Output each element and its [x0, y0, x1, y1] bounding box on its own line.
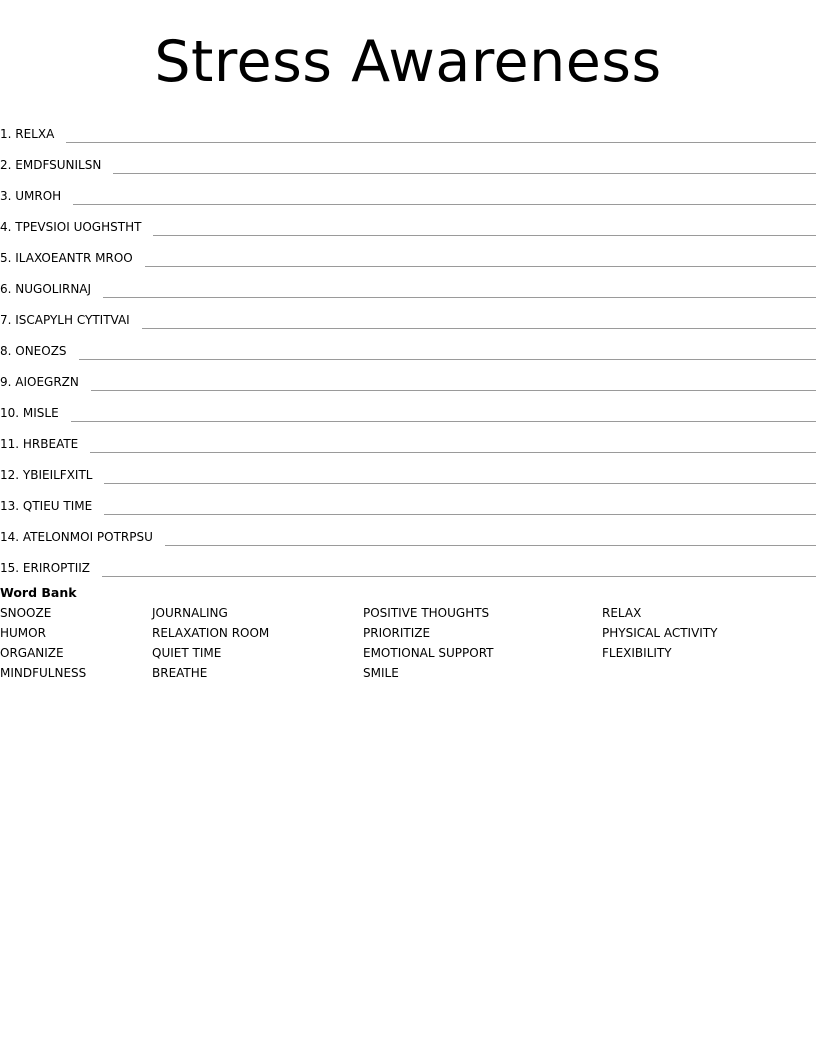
- question-row: [0, 236, 816, 267]
- answer-line[interactable]: [142, 327, 816, 329]
- question-text: 1. RELXA: [0, 127, 55, 141]
- word-bank-item: EMOTIONAL SUPPORT: [363, 646, 494, 660]
- answer-line[interactable]: [113, 172, 816, 174]
- word-bank-heading: Word Bank: [0, 585, 77, 600]
- answer-line[interactable]: [104, 513, 816, 515]
- word-bank-item: JOURNALING: [152, 606, 228, 620]
- answer-line[interactable]: [71, 420, 816, 422]
- word-bank-column: [0, 605, 86, 685]
- answer-line[interactable]: [90, 451, 816, 453]
- word-bank-item: QUIET TIME: [152, 646, 222, 660]
- word-bank-item: HUMOR: [0, 626, 46, 640]
- question-text: 15. ERIROPTIIZ: [0, 561, 91, 575]
- page-title: Stress Awareness: [154, 29, 662, 95]
- question-text: 2. EMDFSUNILSN: [0, 158, 102, 172]
- question-text: 8. ONEOZS: [0, 344, 67, 358]
- question-row: [0, 422, 816, 453]
- word-bank-item: SMILE: [363, 666, 399, 680]
- question-row: [0, 174, 816, 205]
- word-bank-item: BREATHE: [152, 666, 208, 680]
- word-bank-column: [602, 605, 718, 665]
- answer-line[interactable]: [66, 141, 816, 143]
- word-bank-item: PHYSICAL ACTIVITY: [602, 626, 718, 640]
- question-row: [0, 484, 816, 515]
- question-row: [0, 267, 816, 298]
- scramble-question-list: [0, 112, 816, 577]
- answer-line[interactable]: [145, 265, 816, 267]
- word-bank-item: POSITIVE THOUGHTS: [363, 606, 490, 620]
- answer-line[interactable]: [103, 296, 816, 298]
- question-text: 5. ILAXOEANTR MROO: [0, 251, 133, 265]
- question-text: 4. TPEVSIOI UOGHSTHT: [0, 220, 142, 234]
- question-text: 14. ATELONMOI POTRPSU: [0, 530, 153, 544]
- question-row: [0, 112, 816, 143]
- answer-line[interactable]: [73, 203, 816, 205]
- answer-line[interactable]: [79, 358, 816, 360]
- word-bank-item: MINDFULNESS: [0, 666, 87, 680]
- answer-line[interactable]: [153, 234, 816, 236]
- word-bank-item: FLEXIBILITY: [602, 646, 672, 660]
- word-bank-item: RELAX: [602, 606, 642, 620]
- question-text: 11. HRBEATE: [0, 437, 79, 451]
- answer-line[interactable]: [165, 544, 816, 546]
- answer-line[interactable]: [102, 575, 816, 577]
- question-row: [0, 391, 816, 422]
- question-row: [0, 453, 816, 484]
- question-text: 3. UMROH: [0, 189, 62, 203]
- question-row: [0, 143, 816, 174]
- question-row: [0, 329, 816, 360]
- answer-line[interactable]: [91, 389, 816, 391]
- question-text: 9. AIOEGRZN: [0, 375, 79, 389]
- word-bank-item: ORGANIZE: [0, 646, 64, 660]
- word-bank-column: [363, 605, 494, 685]
- question-row: [0, 360, 816, 391]
- question-row: [0, 298, 816, 329]
- word-bank-item: RELAXATION ROOM: [152, 626, 270, 640]
- question-row: [0, 205, 816, 236]
- word-bank-column: [152, 605, 269, 685]
- question-text: 7. ISCAPYLH CYTITVAI: [0, 313, 130, 327]
- question-text: 10. MISLE: [0, 406, 59, 420]
- question-text: 6. NUGOLIRNAJ: [0, 282, 92, 296]
- question-row: [0, 515, 816, 546]
- question-text: 13. QTIEU TIME: [0, 499, 93, 513]
- question-text: 12. YBIEILFXITL: [0, 468, 93, 482]
- question-row: [0, 546, 816, 577]
- answer-line[interactable]: [104, 482, 816, 484]
- word-bank-item: PRIORITIZE: [363, 626, 431, 640]
- word-bank-item: SNOOZE: [0, 606, 52, 620]
